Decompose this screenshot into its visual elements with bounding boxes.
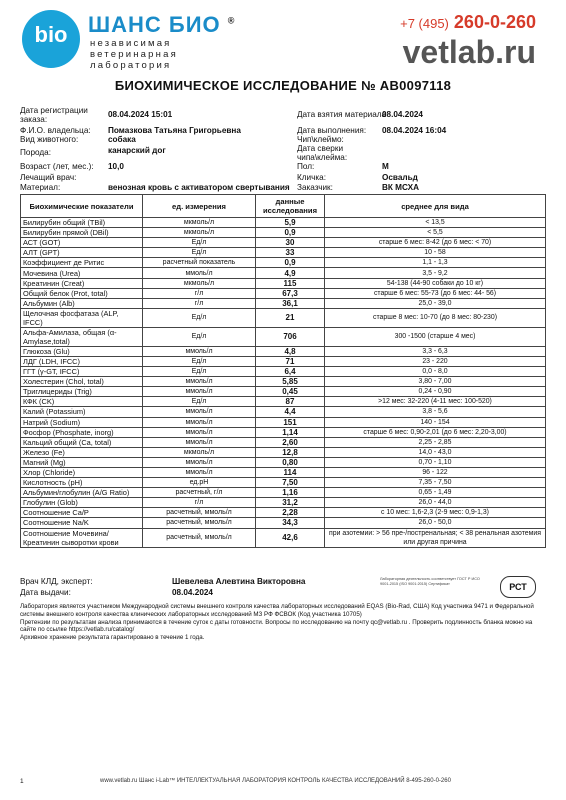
unit-cell: ммоль/л [143,467,256,477]
note-claims: Претензии по результатам анализа принимаются в течение суток с даты готовности. Вопросы по исследованию на почту qc@vetlab.ru . Проверить подлинность бланка можно на сайте по ссылке https://vetlab.ru/catalog/ [20,618,533,634]
result-cell: 151 [256,417,325,427]
parameter-cell: Глобулин (Glob) [21,498,143,508]
reference-cell: 3,8 - 5,6 [325,407,546,417]
parameter-cell: Железо (Fe) [21,447,143,457]
species-label: Вид животного: [20,135,79,144]
sample-date-label: Дата взятия материала [297,110,387,119]
unit-cell: ммоль/л [143,427,256,437]
reference-cell: при азотемии: > 56 пре-/постренальная; < 38 ренальная азотемия или другая причина [325,528,546,547]
table-row [21,407,546,417]
unit-cell: Ед/л [143,308,256,327]
reference-cell: 0,24 - 0,90 [325,387,546,397]
result-cell: 30 [256,238,325,248]
reference-cell: 54-138 (44-90 собаки до 10 кг) [325,278,546,288]
reference-cell: 96 - 122 [325,467,546,477]
table-row [21,288,546,298]
unit-cell: расчетный, ммоль/л [143,508,256,518]
result-cell: 0,80 [256,457,325,467]
table-row [21,346,546,356]
parameter-cell: Щелочная фосфатаза (ALP, IFCC) [21,308,143,327]
issue-date-label: Дата выдачи: [20,588,71,597]
table-row [21,508,546,518]
unit-cell: мкмоль/л [143,228,256,238]
unit-cell: г/л [143,288,256,298]
tagline-1: независимая [90,38,172,49]
parameter-cell: АЛТ (GPT) [21,248,143,258]
unit-cell: ммоль/л [143,346,256,356]
parameter-cell: Общий белок (Prot, total) [21,288,143,298]
col-header-parameter: Биохимические показатели [21,195,143,218]
sex-label: Пол: [297,162,315,171]
reference-cell: старше 8 мес: 10-70 (до 8 мес: 80-230) [325,308,546,327]
page-number: 1 [20,778,24,785]
unit-cell: ммоль/л [143,268,256,278]
result-cell: 114 [256,467,325,477]
age-value: 10,0 [108,162,124,171]
parameter-cell: Холестерин (Chol, total) [21,377,143,387]
result-cell: 42,6 [256,528,325,547]
reference-cell: 3,5 - 9,2 [325,268,546,278]
reference-cell: >12 мес: 32-220 (4-11 мес: 100-520) [325,397,546,407]
reference-cell: 3,3 - 6,3 [325,346,546,356]
table-row [21,228,546,238]
logo-text: bio [34,22,68,47]
table-row [21,258,546,268]
table-row [21,498,546,508]
unit-cell: Ед/л [143,397,256,407]
note-archive: Архивное хранение результата гарантировано в течение 1 года. [20,634,205,642]
table-body [21,218,546,548]
reg-date: 08.04.2024 15:01 [108,110,173,119]
unit-cell: расчетный, г/л [143,488,256,498]
reference-cell: старше 6 мес: 0,90-2,01 (до 6 мес: 2,20-3,00) [325,427,546,437]
reference-cell: 14,0 - 43,0 [325,447,546,457]
result-cell: 7,50 [256,478,325,488]
brand-name [88,12,235,38]
parameter-cell: Альфа-Амилаза, общая (α-Amylase,total) [21,327,143,346]
phone [400,12,536,33]
unit-cell: ед.pH [143,478,256,488]
parameter-cell: ЛДГ (LDH, IFCC) [21,356,143,366]
unit-cell: Ед/л [143,356,256,366]
reference-cell: 10 - 58 [325,248,546,258]
result-cell: 4,9 [256,268,325,278]
parameter-cell: Креатинин (Creat) [21,278,143,288]
result-cell: 6,4 [256,367,325,377]
done-date-label: Дата выполнения: [297,126,367,135]
table-header-row [21,195,546,218]
brand-label: ШАНС БИО [88,12,221,37]
document-title: БИОХИМИЧЕСКОЕ ИССЛЕДОВАНИЕ № АВ0097118 [114,78,452,93]
reference-cell: 26,0 - 50,0 [325,518,546,528]
table-row [21,218,546,228]
reference-cell: 26,0 - 44,0 [325,498,546,508]
customer-label: Заказчик: [297,183,333,192]
parameter-cell: АСТ (GOT) [21,238,143,248]
table-row [21,377,546,387]
table-row [21,367,546,377]
reference-cell: 300 -1500 (старше 4 мес) [325,327,546,346]
chip-label: Чип\клеймо: [297,135,344,144]
material-value: венозная кровь с активатором свертывания [108,183,290,192]
parameter-cell: Глюкоза (Glu) [21,346,143,356]
table-row [21,478,546,488]
unit-cell: ммоль/л [143,387,256,397]
unit-cell: Ед/л [143,248,256,258]
unit-cell: расчетный, ммоль/л [143,528,256,547]
unit-cell: ммоль/л [143,417,256,427]
table-row [21,447,546,457]
reference-cell: < 13,5 [325,218,546,228]
table-row [21,437,546,447]
result-cell: 1,14 [256,427,325,437]
footer-notes [20,603,546,642]
result-cell: 12,8 [256,447,325,457]
parameter-cell: Альбумин/глобулин (A/G Ratio) [21,488,143,498]
issue-date: 08.04.2024 [172,588,213,597]
done-date: 08.04.2024 16:04 [382,126,447,135]
nick-label: Кличка: [297,173,326,182]
reference-cell: 2,25 - 2,85 [325,437,546,447]
table-row [21,397,546,407]
reference-cell: 3,80 - 7,00 [325,377,546,387]
doctor-label: Лечащий врач: [20,173,77,182]
col-header-reference: среднее для вида [325,195,546,218]
reg-date-label: Дата регистрации заказа: [20,106,88,124]
table-row [21,238,546,248]
sex-value: М [382,162,389,171]
parameter-cell: Кальций общий (Ca, total) [21,437,143,447]
result-cell: 1,16 [256,488,325,498]
parameter-cell: Натрий (Sodium) [21,417,143,427]
owner-label: Ф.И.О. владельца: [20,126,91,135]
reference-cell: 1,1 - 1,3 [325,258,546,268]
reference-cell: старше 6 мес: 8-42 (до 6 мес: < 70) [325,238,546,248]
unit-cell: ммоль/л [143,457,256,467]
table-row [21,518,546,528]
certification-stamp-text: Лабораторная деятельность соответствует ГОСТ Р ИСО 9001-2015 (ISO 9001:2015) Сертификат [380,577,480,586]
result-cell: 706 [256,327,325,346]
phone-number: 260-0-260 [453,12,536,32]
parameter-cell: Билирубин прямой (DBil) [21,228,143,238]
unit-cell: расчетный показатель [143,258,256,268]
breed-value: канарский дог [108,146,166,155]
parameter-cell: Соотношение Мочевина/Креатинин сыворотки крови [21,528,143,547]
unit-cell: г/л [143,298,256,308]
unit-cell: Ед/л [143,238,256,248]
result-cell: 2,60 [256,437,325,447]
phone-prefix: +7 (495) [400,16,449,31]
unit-cell: мкмоль/л [143,447,256,457]
table-row [21,268,546,278]
parameter-cell: Коэффициент де Ритис [21,258,143,268]
expert-label: Врач КЛД, эксперт: [20,577,93,586]
parameter-cell: Билирубин общий (TBil) [21,218,143,228]
reference-cell: 25,0 - 39,0 [325,298,546,308]
unit-cell: ммоль/л [143,407,256,417]
unit-cell: мкмоль/л [143,218,256,228]
unit-cell: ммоль/л [143,437,256,447]
result-cell: 5,85 [256,377,325,387]
reference-cell: 140 - 154 [325,417,546,427]
col-header-result: данные исследования [256,195,325,218]
reference-cell: с 10 мес: 1,6-2,3 (2-9 мес: 0,9-1,3) [325,508,546,518]
rst-certification-icon: РСТ [500,576,536,598]
age-label: Возраст (лет, мес.): [20,162,94,171]
reference-cell: 7,35 - 7,50 [325,478,546,488]
owner-name: Помазкова Татьяна Григорьевна [108,126,241,135]
registered-mark: ® [227,15,236,26]
results-table [20,194,546,548]
table-row [21,298,546,308]
result-cell: 4,8 [256,346,325,356]
table-row [21,278,546,288]
unit-cell: расчетный, ммоль/л [143,518,256,528]
note-eqas: Лаборатория является участником Международной системы внешнего контроля качества лабораторных исследований EQAS (Bio-Rad, США) Код участника 9471 и Федеральной системы внешнего контроля качества клинических лабораторных исследований МЗ РФ ФСВОК (Код участника 10705) [20,603,534,618]
nick-value: Освальд [382,173,418,182]
result-cell: 33 [256,248,325,258]
unit-cell: мкмоль/л [143,278,256,288]
result-cell: 21 [256,308,325,327]
parameter-cell: КФК (CK) [21,397,143,407]
parameter-cell: Мочевина (Urea) [21,268,143,278]
site-url: vetlab.ru [402,34,536,70]
table-row [21,387,546,397]
table-row [21,467,546,477]
table-row [21,457,546,467]
table-row [21,528,546,547]
reference-cell: старше 6 мес: 55-73 (до 6 мес: 44- 56) [325,288,546,298]
result-cell: 31,2 [256,498,325,508]
reference-cell: 0,65 - 1,49 [325,488,546,498]
result-cell: 115 [256,278,325,288]
table-row [21,308,546,327]
reference-cell: 0,70 - 1,10 [325,457,546,467]
result-cell: 4,4 [256,407,325,417]
result-cell: 34,3 [256,518,325,528]
tagline-2: ветеринарная [90,49,178,60]
reference-cell: 0,0 - 8,0 [325,367,546,377]
result-cell: 2,28 [256,508,325,518]
unit-cell: Ед/л [143,367,256,377]
result-cell: 0,45 [256,387,325,397]
parameter-cell: Соотношение Ca/P [21,508,143,518]
table-row [21,356,546,366]
parameter-cell: Фосфор (Phosphate, inorg) [21,427,143,437]
result-cell: 36,1 [256,298,325,308]
breed-label: Порода: [20,148,51,157]
result-cell: 71 [256,356,325,366]
parameter-cell: Хлор (Chloride) [21,467,143,477]
parameter-cell: Альбумин (Alb) [21,298,143,308]
customer-value: ВК МСХА [382,183,419,192]
table-row [21,248,546,258]
parameter-cell: ГГТ (γ-GT, IFCC) [21,367,143,377]
result-cell: 5,9 [256,218,325,228]
parameter-cell: Соотношение Na/K [21,518,143,528]
expert-name: Шевелева Алевтина Викторовна [172,577,306,586]
unit-cell: Ед/л [143,327,256,346]
col-header-unit: ед. измерения [143,195,256,218]
result-cell: 0,9 [256,228,325,238]
sample-date: 08.04.2024 [382,110,423,119]
table-row [21,327,546,346]
parameter-cell: Триглицериды (Trig) [21,387,143,397]
material-label: Материал: [20,183,61,192]
tagline-3: лаборатория [90,60,172,71]
unit-cell: ммоль/л [143,377,256,387]
chip-check-label: Дата сверки чипа\клейма: [297,144,348,162]
parameter-cell: Кислотность (pH) [21,478,143,488]
reference-cell: 23 - 220 [325,356,546,366]
parameter-cell: Магний (Mg) [21,457,143,467]
table-row [21,417,546,427]
table-row [21,488,546,498]
result-cell: 0,9 [256,258,325,268]
table-row [21,427,546,437]
unit-cell: г/л [143,498,256,508]
species-value: собака [108,135,136,144]
parameter-cell: Калий (Potassium) [21,407,143,417]
result-cell: 87 [256,397,325,407]
reference-cell: < 5,5 [325,228,546,238]
result-cell: 67,3 [256,288,325,298]
bottom-banner: www.vetlab.ru Шанс i-Lab™ ИНТЕЛЛЕКТУАЛЬНАЯ ЛАБОРАТОРИЯ КОНТРОЛЬ КАЧЕСТВА ИССЛЕДОВАНИЙ 8-495-260-0-260 [100,778,451,784]
